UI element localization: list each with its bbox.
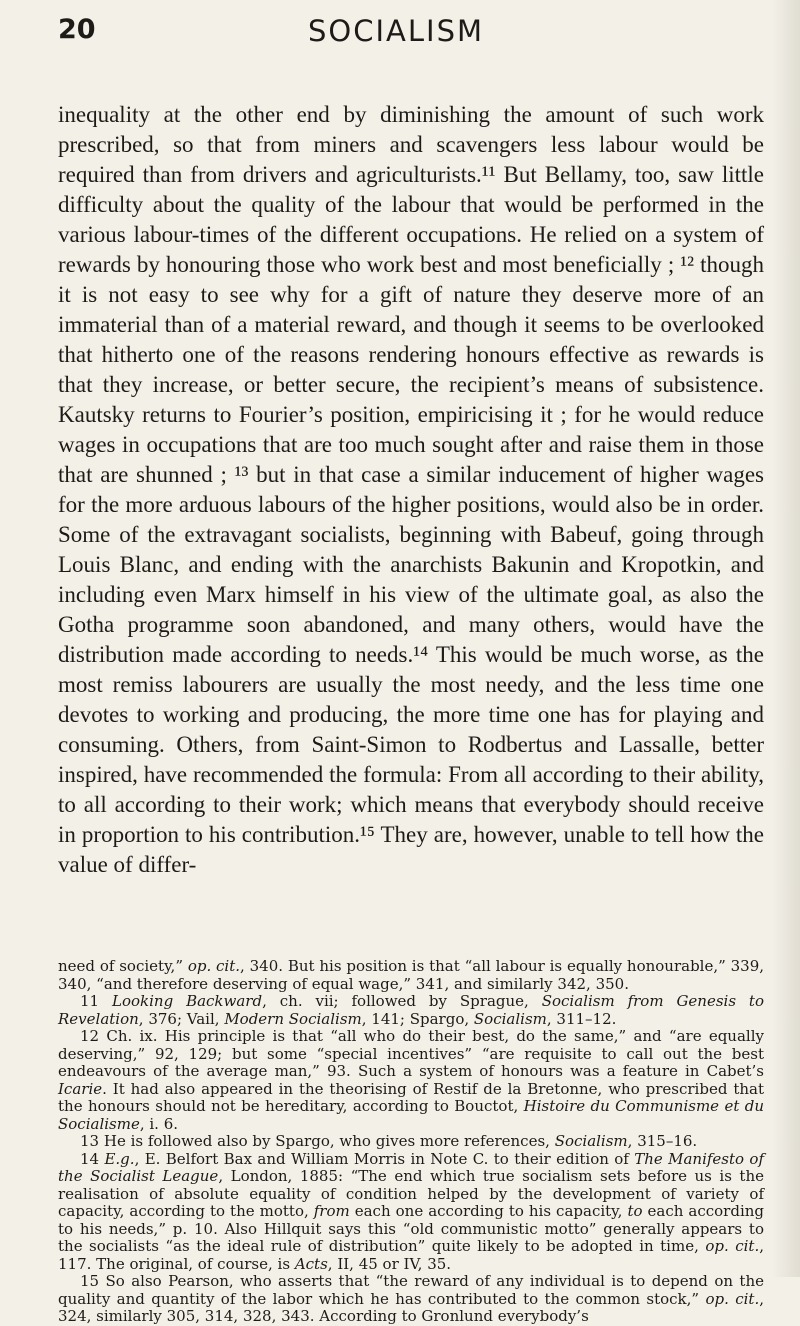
page-header	[58, 8, 748, 50]
main-paragraph: inequality at the other end by diminishing the amount of such work prescribed, so that from miners and scavengers less labour would be required than from drivers and agriculturists.¹¹ But Bellamy, too, saw little difficulty about the quality of the labour that would be performed in the various labour-times of the different occupations. He relied on a system of rewards by honouring those who work best and most beneficially ; ¹² though it is not easy to see why for a gift of nature they deserve more of an immaterial than of a material reward, and though it seems to be overlooked that hitherto one of the reasons rendering honours effective as rewards is that they increase, or better secure, the recipient’s means of subsistence. Kautsky returns to Fourier’s position, empiricising it ; for he would reduce wages in occupations that are too much sought after and raise them in those that are shunned ; ¹³ but in that case a similar inducement of higher wages for the more arduous labours of the higher positions, would also be in order. Some of the extravagant socialists, beginning with Babeuf, going through Louis Blanc, and ending with the anarchists Bakunin and Kropotkin, and including even Marx himself in his view of the ultimate goal, as also the Gotha programme soon abandoned, and many others, would have the distribution made according to needs.¹⁴ This would be much worse, as the most remiss labourers are usually the most needy, and the less time one devotes to working and producing, the more time one has for playing and consuming. Others, from Saint-Simon to Rodbertus and Lassalle, better inspired, have recommended the formula: From all according to their ability, to all according to their work; which means that everybody should receive in proportion to his contribution.¹⁵ They are, however, unable to tell how the value of differ-	[58, 102, 764, 877]
page-edge-shadow	[772, 0, 800, 1277]
footnote-number: 13	[80, 1132, 100, 1150]
footnote-15: 15 So also Pearson, who asserts that “the reward of any individual is to depend on the quality and quantity of the labor which he has contributed to the common stock,” op. cit., 324, similarly 305, 314, 328, 343. According to Gronlund everybody’s	[58, 1272, 764, 1325]
page-number: 20	[58, 14, 96, 45]
footnote-number: 12	[80, 1027, 100, 1045]
footnote-number: 15	[80, 1272, 100, 1290]
running-title: SOCIALISM	[308, 14, 485, 48]
footnote-number: 14	[80, 1149, 100, 1168]
footnote-number: 11	[80, 992, 100, 1010]
footnote-12: 12 Ch. ix. His principle is that “all who do their best, do the same,” and “are equally deserving,” 92, 129; but some “special incentives” “are requisite to call out the best endeavours of the average man,” 93. Such a system of honours was a feature in Cabet’s Icarie. It had also appeared in the theorising of Restif de la Bretonne, who prescribed that the honours should not be hereditary, according to Bouctot, Histoire du Communisme et du Socialisme, i. 6.	[58, 1027, 764, 1133]
footnote-11: 11 Looking Backward, ch. vii; followed by Sprague, Socialism from Genesis to Revelation, 376; Vail, Modern Socialism, 141; Spargo, Socialism, 311–12.	[58, 992, 764, 1028]
footnote-13: 13 He is followed also by Spargo, who gives more references, Socialism, 315–16.	[80, 1132, 698, 1150]
footnote-continued: need of society,” op. cit., 340. But his position is that “all labour is equally honourable,” 339, 340, “and therefore deserving of equal wage,” 341, and similarly 342, 350.	[58, 957, 765, 993]
footnotes	[58, 958, 764, 1326]
footnote-14: 14 E.g., E. Belfort Bax and William Morris in Note C. to their edition of The Manifesto of the Socialist League, London, 1885: “The end which true socialism sets before us is the realisation of absolute equality of condition helped by the development of variety of capacity, according to the motto, from each one according to his capacity, to each according to his needs,” p. 10. Also Hillquit says this “old communistic motto” generally appears to the socialists “as the ideal rule of distribution” quite likely to be adopted in time, op. cit., 117. The original, of course, is Acts, II, 45 or IV, 35.	[58, 1149, 765, 1273]
